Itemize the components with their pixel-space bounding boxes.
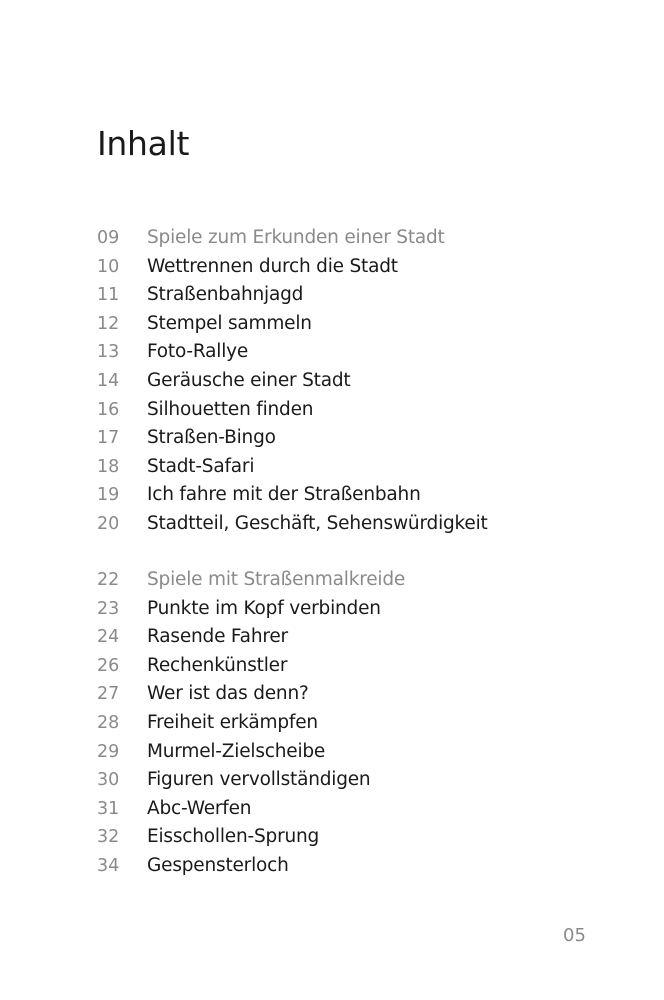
- toc-page-number: 22: [97, 570, 120, 590]
- toc-entry: [97, 852, 617, 881]
- toc-page-number: 19: [97, 485, 120, 506]
- toc-entry-title: Punkte im Kopf verbinden: [147, 597, 381, 619]
- toc-entry-title: Gespensterloch: [147, 854, 289, 876]
- toc-page-number: 18: [97, 456, 120, 477]
- toc-entry: [97, 795, 617, 824]
- page-number-folio: 05: [563, 925, 586, 946]
- toc-page-number: 13: [97, 342, 120, 363]
- toc-entry-title: Rasende Fahrer: [147, 626, 288, 648]
- toc-page-number: 28: [97, 712, 120, 733]
- toc-page-number: 17: [97, 428, 120, 449]
- toc-entry: [97, 510, 617, 539]
- toc-entry: [97, 766, 617, 795]
- toc-section-city-games: [97, 224, 617, 539]
- toc-entry: [97, 338, 617, 367]
- toc-entry: [97, 367, 617, 396]
- toc-entry-title: Wettrennen durch die Stadt: [147, 255, 398, 277]
- toc-page-number: 10: [97, 256, 120, 277]
- toc-entry-title: Murmel-Zielscheibe: [147, 740, 326, 762]
- toc-page-number: 31: [97, 798, 120, 819]
- toc-page-number: 12: [97, 313, 120, 334]
- toc-entry: [97, 281, 617, 310]
- toc-entry-title: Abc-Werfen: [147, 797, 252, 819]
- toc-entry: [97, 623, 617, 652]
- toc-entry-title: Foto-Rallye: [147, 341, 249, 363]
- toc-page-number: 16: [97, 399, 120, 420]
- toc-entry: [97, 424, 617, 453]
- toc-page-number: 34: [97, 855, 120, 876]
- toc-entry: [97, 310, 617, 339]
- toc-entry-title: Stadtteil, Geschäft, Sehenswürdigkeit: [147, 512, 488, 534]
- toc-entry: [97, 396, 617, 425]
- toc-entry-title: Wer ist das denn?: [147, 683, 309, 705]
- toc-page-number: 30: [97, 770, 120, 791]
- toc-entry: [97, 680, 617, 709]
- toc-section-heading: [97, 566, 617, 595]
- toc-page-number: 27: [97, 684, 120, 705]
- toc-entry-title: Stempel sammeln: [147, 312, 312, 334]
- toc-entry-title: Straßenbahnjagd: [147, 284, 304, 306]
- toc-entry-title: Eisschollen-Sprung: [147, 826, 320, 848]
- toc-entry: [97, 823, 617, 852]
- toc-page-number: 29: [97, 741, 120, 762]
- toc-entry: [97, 652, 617, 681]
- toc-entry: [97, 709, 617, 738]
- toc-entry: [97, 253, 617, 282]
- toc-page-number: 26: [97, 655, 120, 676]
- toc-page-number: 20: [97, 513, 120, 534]
- toc-entry: [97, 453, 617, 482]
- toc-section-title: Spiele mit Straßenmalkreide: [147, 569, 406, 590]
- toc-page-number: 09: [97, 228, 120, 248]
- toc-entry-title: Stadt-Safari: [147, 455, 255, 477]
- toc-page-number: 23: [97, 598, 120, 619]
- toc-entry: [97, 738, 617, 767]
- toc-entry-title: Silhouetten finden: [147, 398, 314, 420]
- toc-section-title: Spiele zum Erkunden einer Stadt: [147, 227, 445, 248]
- toc-entry-title: Figuren vervollständigen: [147, 769, 371, 791]
- toc-page-number: 14: [97, 370, 120, 391]
- toc-entry-title: Straßen-Bingo: [147, 427, 276, 449]
- toc-entry: [97, 595, 617, 624]
- toc-section-heading: [97, 224, 617, 253]
- toc-page-number: 24: [97, 627, 120, 648]
- toc-page-number: 11: [97, 285, 120, 306]
- toc-entry-title: Rechenkünstler: [147, 654, 288, 676]
- toc-entry-title: Ich fahre mit der Straßenbahn: [147, 484, 421, 506]
- toc-entry-title: Geräusche einer Stadt: [147, 369, 351, 391]
- toc-entry-title: Freiheit erkämpfen: [147, 711, 318, 733]
- toc-page-number: 32: [97, 827, 120, 848]
- page-title: Inhalt: [97, 124, 190, 163]
- toc-entry: [97, 481, 617, 510]
- toc-section-chalk-games: [97, 566, 617, 881]
